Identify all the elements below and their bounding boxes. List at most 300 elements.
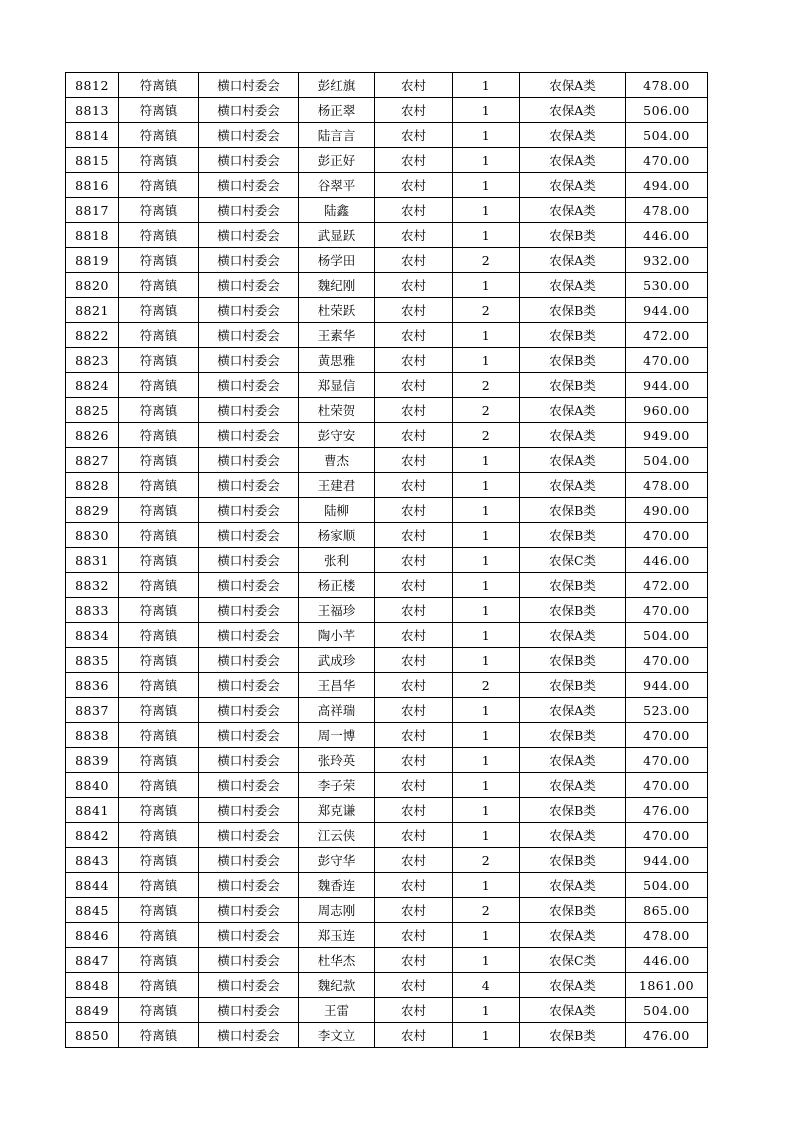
- household-count-cell: 1: [453, 73, 520, 98]
- person-name-cell: 陆柳: [299, 498, 375, 523]
- household-count-cell: 1: [453, 473, 520, 498]
- person-name-cell: 高祥瑞: [299, 698, 375, 723]
- person-name-cell: 曹杰: [299, 448, 375, 473]
- person-name-cell: 王建君: [299, 473, 375, 498]
- village-committee-cell: 横口村委会: [199, 523, 299, 548]
- insurance-category-cell: 农保B类: [520, 498, 626, 523]
- area-type-cell: 农村: [375, 223, 453, 248]
- person-name-cell: 魏纪款: [299, 973, 375, 998]
- household-count-cell: 2: [453, 373, 520, 398]
- record-id-cell: 8825: [66, 398, 119, 423]
- village-committee-cell: 横口村委会: [199, 123, 299, 148]
- village-committee-cell: 横口村委会: [199, 998, 299, 1023]
- amount-cell: 504.00: [626, 448, 708, 473]
- record-id-cell: 8830: [66, 523, 119, 548]
- village-committee-cell: 横口村委会: [199, 98, 299, 123]
- amount-cell: 490.00: [626, 498, 708, 523]
- village-committee-cell: 横口村委会: [199, 473, 299, 498]
- village-committee-cell: 横口村委会: [199, 298, 299, 323]
- amount-cell: 446.00: [626, 548, 708, 573]
- household-count-cell: 1: [453, 273, 520, 298]
- amount-cell: 446.00: [626, 223, 708, 248]
- record-id-cell: 8843: [66, 848, 119, 873]
- village-committee-cell: 横口村委会: [199, 1023, 299, 1048]
- area-type-cell: 农村: [375, 148, 453, 173]
- village-committee-cell: 横口村委会: [199, 398, 299, 423]
- area-type-cell: 农村: [375, 123, 453, 148]
- table-row: [66, 573, 708, 598]
- town-cell: 符离镇: [119, 148, 199, 173]
- person-name-cell: 陆鑫: [299, 198, 375, 223]
- household-count-cell: 2: [453, 848, 520, 873]
- insurance-category-cell: 农保B类: [520, 598, 626, 623]
- amount-cell: 470.00: [626, 748, 708, 773]
- household-count-cell: 1: [453, 798, 520, 823]
- area-type-cell: 农村: [375, 398, 453, 423]
- area-type-cell: 农村: [375, 548, 453, 573]
- amount-cell: 478.00: [626, 198, 708, 223]
- household-count-cell: 1: [453, 1023, 520, 1048]
- insurance-category-cell: 农保B类: [520, 573, 626, 598]
- amount-cell: 446.00: [626, 948, 708, 973]
- insurance-category-cell: 农保B类: [520, 223, 626, 248]
- insurance-category-cell: 农保A类: [520, 923, 626, 948]
- household-count-cell: 2: [453, 673, 520, 698]
- village-committee-cell: 横口村委会: [199, 973, 299, 998]
- record-id-cell: 8841: [66, 798, 119, 823]
- table-row: [66, 973, 708, 998]
- amount-cell: 478.00: [626, 923, 708, 948]
- area-type-cell: 农村: [375, 448, 453, 473]
- household-count-cell: 1: [453, 723, 520, 748]
- table-row: [66, 898, 708, 923]
- amount-cell: 470.00: [626, 148, 708, 173]
- table-row: [66, 398, 708, 423]
- village-committee-cell: 横口村委会: [199, 823, 299, 848]
- household-count-cell: 1: [453, 348, 520, 373]
- insurance-category-cell: 农保C类: [520, 548, 626, 573]
- person-name-cell: 彭守安: [299, 423, 375, 448]
- record-id-cell: 8823: [66, 348, 119, 373]
- record-id-cell: 8824: [66, 373, 119, 398]
- area-type-cell: 农村: [375, 773, 453, 798]
- table-row: [66, 823, 708, 848]
- town-cell: 符离镇: [119, 548, 199, 573]
- record-id-cell: 8844: [66, 873, 119, 898]
- person-name-cell: 魏纪刚: [299, 273, 375, 298]
- insurance-category-cell: 农保B类: [520, 323, 626, 348]
- table-body: [66, 73, 708, 1048]
- household-count-cell: 1: [453, 523, 520, 548]
- record-id-cell: 8839: [66, 748, 119, 773]
- insurance-category-cell: 农保A类: [520, 873, 626, 898]
- amount-cell: 470.00: [626, 648, 708, 673]
- town-cell: 符离镇: [119, 373, 199, 398]
- person-name-cell: 郑显信: [299, 373, 375, 398]
- record-id-cell: 8848: [66, 973, 119, 998]
- household-count-cell: 1: [453, 198, 520, 223]
- town-cell: 符离镇: [119, 273, 199, 298]
- record-id-cell: 8821: [66, 298, 119, 323]
- village-committee-cell: 横口村委会: [199, 448, 299, 473]
- amount-cell: 478.00: [626, 473, 708, 498]
- insurance-category-cell: 农保C类: [520, 948, 626, 973]
- record-id-cell: 8832: [66, 573, 119, 598]
- person-name-cell: 武成珍: [299, 648, 375, 673]
- table-row: [66, 348, 708, 373]
- amount-cell: 494.00: [626, 173, 708, 198]
- area-type-cell: 农村: [375, 873, 453, 898]
- table-row: [66, 598, 708, 623]
- amount-cell: 1861.00: [626, 973, 708, 998]
- amount-cell: 476.00: [626, 798, 708, 823]
- amount-cell: 944.00: [626, 298, 708, 323]
- amount-cell: 470.00: [626, 723, 708, 748]
- record-id-cell: 8842: [66, 823, 119, 848]
- household-count-cell: 1: [453, 448, 520, 473]
- town-cell: 符离镇: [119, 873, 199, 898]
- village-committee-cell: 横口村委会: [199, 348, 299, 373]
- record-id-cell: 8850: [66, 1023, 119, 1048]
- amount-cell: 470.00: [626, 598, 708, 623]
- table-row: [66, 948, 708, 973]
- town-cell: 符离镇: [119, 198, 199, 223]
- table-row: [66, 523, 708, 548]
- table-row: [66, 748, 708, 773]
- table-row: [66, 698, 708, 723]
- insurance-category-cell: 农保A类: [520, 198, 626, 223]
- town-cell: 符离镇: [119, 823, 199, 848]
- town-cell: 符离镇: [119, 298, 199, 323]
- record-id-cell: 8822: [66, 323, 119, 348]
- insurance-category-cell: 农保B类: [520, 898, 626, 923]
- amount-cell: 949.00: [626, 423, 708, 448]
- insurance-category-cell: 农保A类: [520, 273, 626, 298]
- household-count-cell: 1: [453, 873, 520, 898]
- area-type-cell: 农村: [375, 498, 453, 523]
- amount-cell: 470.00: [626, 523, 708, 548]
- record-id-cell: 8815: [66, 148, 119, 173]
- insurance-category-cell: 农保B类: [520, 723, 626, 748]
- area-type-cell: 农村: [375, 173, 453, 198]
- village-committee-cell: 横口村委会: [199, 948, 299, 973]
- insurance-category-cell: 农保A类: [520, 423, 626, 448]
- area-type-cell: 农村: [375, 598, 453, 623]
- table-row: [66, 248, 708, 273]
- table-row: [66, 548, 708, 573]
- village-committee-cell: 横口村委会: [199, 148, 299, 173]
- area-type-cell: 农村: [375, 648, 453, 673]
- amount-cell: 470.00: [626, 348, 708, 373]
- town-cell: 符离镇: [119, 173, 199, 198]
- insurance-category-cell: 农保A类: [520, 173, 626, 198]
- person-name-cell: 王昌华: [299, 673, 375, 698]
- area-type-cell: 农村: [375, 623, 453, 648]
- town-cell: 符离镇: [119, 973, 199, 998]
- table-row: [66, 198, 708, 223]
- village-committee-cell: 横口村委会: [199, 798, 299, 823]
- household-count-cell: 1: [453, 223, 520, 248]
- record-id-cell: 8816: [66, 173, 119, 198]
- household-count-cell: 1: [453, 548, 520, 573]
- table-row: [66, 123, 708, 148]
- town-cell: 符离镇: [119, 723, 199, 748]
- household-count-cell: 2: [453, 898, 520, 923]
- table-row: [66, 323, 708, 348]
- village-committee-cell: 横口村委会: [199, 73, 299, 98]
- village-committee-cell: 横口村委会: [199, 423, 299, 448]
- record-id-cell: 8846: [66, 923, 119, 948]
- insurance-category-cell: 农保B类: [520, 798, 626, 823]
- town-cell: 符离镇: [119, 798, 199, 823]
- person-name-cell: 杨学田: [299, 248, 375, 273]
- household-count-cell: 1: [453, 698, 520, 723]
- insurance-category-cell: 农保B类: [520, 648, 626, 673]
- amount-cell: 944.00: [626, 373, 708, 398]
- record-id-cell: 8833: [66, 598, 119, 623]
- insurance-category-cell: 农保A类: [520, 748, 626, 773]
- insurance-category-cell: 农保A类: [520, 248, 626, 273]
- town-cell: 符离镇: [119, 998, 199, 1023]
- town-cell: 符离镇: [119, 98, 199, 123]
- record-id-cell: 8837: [66, 698, 119, 723]
- area-type-cell: 农村: [375, 473, 453, 498]
- village-committee-cell: 横口村委会: [199, 498, 299, 523]
- insurance-category-cell: 农保A类: [520, 98, 626, 123]
- table-row: [66, 423, 708, 448]
- insurance-category-cell: 农保B类: [520, 298, 626, 323]
- amount-cell: 506.00: [626, 98, 708, 123]
- area-type-cell: 农村: [375, 323, 453, 348]
- person-name-cell: 杨正楼: [299, 573, 375, 598]
- record-id-cell: 8826: [66, 423, 119, 448]
- table-row: [66, 448, 708, 473]
- town-cell: 符离镇: [119, 748, 199, 773]
- person-name-cell: 陶小芊: [299, 623, 375, 648]
- amount-cell: 504.00: [626, 873, 708, 898]
- person-name-cell: 郑克谦: [299, 798, 375, 823]
- household-count-cell: 2: [453, 423, 520, 448]
- insurance-category-cell: 农保B类: [520, 523, 626, 548]
- record-id-cell: 8818: [66, 223, 119, 248]
- area-type-cell: 农村: [375, 248, 453, 273]
- record-id-cell: 8813: [66, 98, 119, 123]
- town-cell: 符离镇: [119, 123, 199, 148]
- record-id-cell: 8835: [66, 648, 119, 673]
- household-count-cell: 1: [453, 98, 520, 123]
- person-name-cell: 谷翠平: [299, 173, 375, 198]
- table-row: [66, 173, 708, 198]
- household-count-cell: 2: [453, 298, 520, 323]
- record-id-cell: 8838: [66, 723, 119, 748]
- record-id-cell: 8814: [66, 123, 119, 148]
- amount-cell: 504.00: [626, 623, 708, 648]
- table-row: [66, 373, 708, 398]
- area-type-cell: 农村: [375, 898, 453, 923]
- amount-cell: 865.00: [626, 898, 708, 923]
- household-count-cell: 4: [453, 973, 520, 998]
- area-type-cell: 农村: [375, 948, 453, 973]
- insurance-category-cell: 农保A类: [520, 123, 626, 148]
- village-committee-cell: 横口村委会: [199, 598, 299, 623]
- insurance-category-cell: 农保A类: [520, 623, 626, 648]
- area-type-cell: 农村: [375, 198, 453, 223]
- person-name-cell: 王福珍: [299, 598, 375, 623]
- amount-cell: 470.00: [626, 823, 708, 848]
- area-type-cell: 农村: [375, 298, 453, 323]
- person-name-cell: 王素华: [299, 323, 375, 348]
- amount-cell: 472.00: [626, 573, 708, 598]
- person-name-cell: 周志刚: [299, 898, 375, 923]
- record-id-cell: 8817: [66, 198, 119, 223]
- household-count-cell: 1: [453, 948, 520, 973]
- village-committee-cell: 横口村委会: [199, 673, 299, 698]
- record-id-cell: 8820: [66, 273, 119, 298]
- area-type-cell: 农村: [375, 523, 453, 548]
- area-type-cell: 农村: [375, 573, 453, 598]
- person-name-cell: 王雷: [299, 998, 375, 1023]
- record-id-cell: 8849: [66, 998, 119, 1023]
- household-count-cell: 1: [453, 148, 520, 173]
- village-committee-cell: 横口村委会: [199, 248, 299, 273]
- amount-cell: 932.00: [626, 248, 708, 273]
- area-type-cell: 农村: [375, 423, 453, 448]
- area-type-cell: 农村: [375, 698, 453, 723]
- town-cell: 符离镇: [119, 773, 199, 798]
- area-type-cell: 农村: [375, 723, 453, 748]
- town-cell: 符离镇: [119, 1023, 199, 1048]
- amount-cell: 470.00: [626, 773, 708, 798]
- table-row: [66, 623, 708, 648]
- insurance-category-cell: 农保A类: [520, 998, 626, 1023]
- table-row: [66, 648, 708, 673]
- village-committee-cell: 横口村委会: [199, 873, 299, 898]
- table-row: [66, 273, 708, 298]
- person-name-cell: 张利: [299, 548, 375, 573]
- town-cell: 符离镇: [119, 448, 199, 473]
- insurance-category-cell: 农保A类: [520, 823, 626, 848]
- person-name-cell: 张玲英: [299, 748, 375, 773]
- village-committee-cell: 横口村委会: [199, 198, 299, 223]
- amount-cell: 523.00: [626, 698, 708, 723]
- person-name-cell: 杨正翠: [299, 98, 375, 123]
- household-count-cell: 1: [453, 748, 520, 773]
- record-id-cell: 8836: [66, 673, 119, 698]
- village-committee-cell: 横口村委会: [199, 748, 299, 773]
- household-count-cell: 2: [453, 248, 520, 273]
- person-name-cell: 彭正好: [299, 148, 375, 173]
- person-name-cell: 江云侠: [299, 823, 375, 848]
- village-committee-cell: 横口村委会: [199, 623, 299, 648]
- table-row: [66, 848, 708, 873]
- town-cell: 符离镇: [119, 323, 199, 348]
- person-name-cell: 李文立: [299, 1023, 375, 1048]
- insurance-category-cell: 农保A类: [520, 148, 626, 173]
- town-cell: 符离镇: [119, 73, 199, 98]
- household-count-cell: 1: [453, 123, 520, 148]
- person-name-cell: 武显跃: [299, 223, 375, 248]
- table-row: [66, 923, 708, 948]
- table-row: [66, 73, 708, 98]
- village-committee-cell: 横口村委会: [199, 573, 299, 598]
- town-cell: 符离镇: [119, 223, 199, 248]
- records-table: [65, 72, 708, 1048]
- area-type-cell: 农村: [375, 798, 453, 823]
- table-row: [66, 223, 708, 248]
- area-type-cell: 农村: [375, 673, 453, 698]
- household-count-cell: 1: [453, 323, 520, 348]
- village-committee-cell: 横口村委会: [199, 923, 299, 948]
- insurance-category-cell: 农保A类: [520, 773, 626, 798]
- table-row: [66, 1023, 708, 1048]
- table-row: [66, 148, 708, 173]
- village-committee-cell: 横口村委会: [199, 373, 299, 398]
- insurance-category-cell: 农保A类: [520, 698, 626, 723]
- household-count-cell: 1: [453, 823, 520, 848]
- record-id-cell: 8828: [66, 473, 119, 498]
- household-count-cell: 1: [453, 623, 520, 648]
- town-cell: 符离镇: [119, 248, 199, 273]
- person-name-cell: 彭红旗: [299, 73, 375, 98]
- area-type-cell: 农村: [375, 748, 453, 773]
- town-cell: 符离镇: [119, 648, 199, 673]
- amount-cell: 530.00: [626, 273, 708, 298]
- area-type-cell: 农村: [375, 973, 453, 998]
- person-name-cell: 郑玉连: [299, 923, 375, 948]
- village-committee-cell: 横口村委会: [199, 648, 299, 673]
- insurance-category-cell: 农保B类: [520, 1023, 626, 1048]
- record-id-cell: 8831: [66, 548, 119, 573]
- amount-cell: 472.00: [626, 323, 708, 348]
- town-cell: 符离镇: [119, 348, 199, 373]
- amount-cell: 944.00: [626, 673, 708, 698]
- town-cell: 符离镇: [119, 573, 199, 598]
- insurance-category-cell: 农保B类: [520, 848, 626, 873]
- record-id-cell: 8834: [66, 623, 119, 648]
- village-committee-cell: 横口村委会: [199, 848, 299, 873]
- amount-cell: 944.00: [626, 848, 708, 873]
- person-name-cell: 李子荣: [299, 773, 375, 798]
- amount-cell: 476.00: [626, 1023, 708, 1048]
- village-committee-cell: 横口村委会: [199, 548, 299, 573]
- household-count-cell: 1: [453, 173, 520, 198]
- insurance-category-cell: 农保A类: [520, 973, 626, 998]
- amount-cell: 478.00: [626, 73, 708, 98]
- village-committee-cell: 横口村委会: [199, 223, 299, 248]
- amount-cell: 504.00: [626, 998, 708, 1023]
- town-cell: 符离镇: [119, 698, 199, 723]
- household-count-cell: 1: [453, 573, 520, 598]
- table-row: [66, 98, 708, 123]
- village-committee-cell: 横口村委会: [199, 723, 299, 748]
- person-name-cell: 黄思雅: [299, 348, 375, 373]
- record-id-cell: 8829: [66, 498, 119, 523]
- village-committee-cell: 横口村委会: [199, 323, 299, 348]
- area-type-cell: 农村: [375, 848, 453, 873]
- town-cell: 符离镇: [119, 623, 199, 648]
- village-committee-cell: 横口村委会: [199, 273, 299, 298]
- household-count-cell: 1: [453, 998, 520, 1023]
- person-name-cell: 杜荣跃: [299, 298, 375, 323]
- area-type-cell: 农村: [375, 273, 453, 298]
- village-committee-cell: 横口村委会: [199, 173, 299, 198]
- area-type-cell: 农村: [375, 373, 453, 398]
- person-name-cell: 杜荣贺: [299, 398, 375, 423]
- person-name-cell: 杨家顺: [299, 523, 375, 548]
- area-type-cell: 农村: [375, 73, 453, 98]
- village-committee-cell: 横口村委会: [199, 773, 299, 798]
- record-id-cell: 8840: [66, 773, 119, 798]
